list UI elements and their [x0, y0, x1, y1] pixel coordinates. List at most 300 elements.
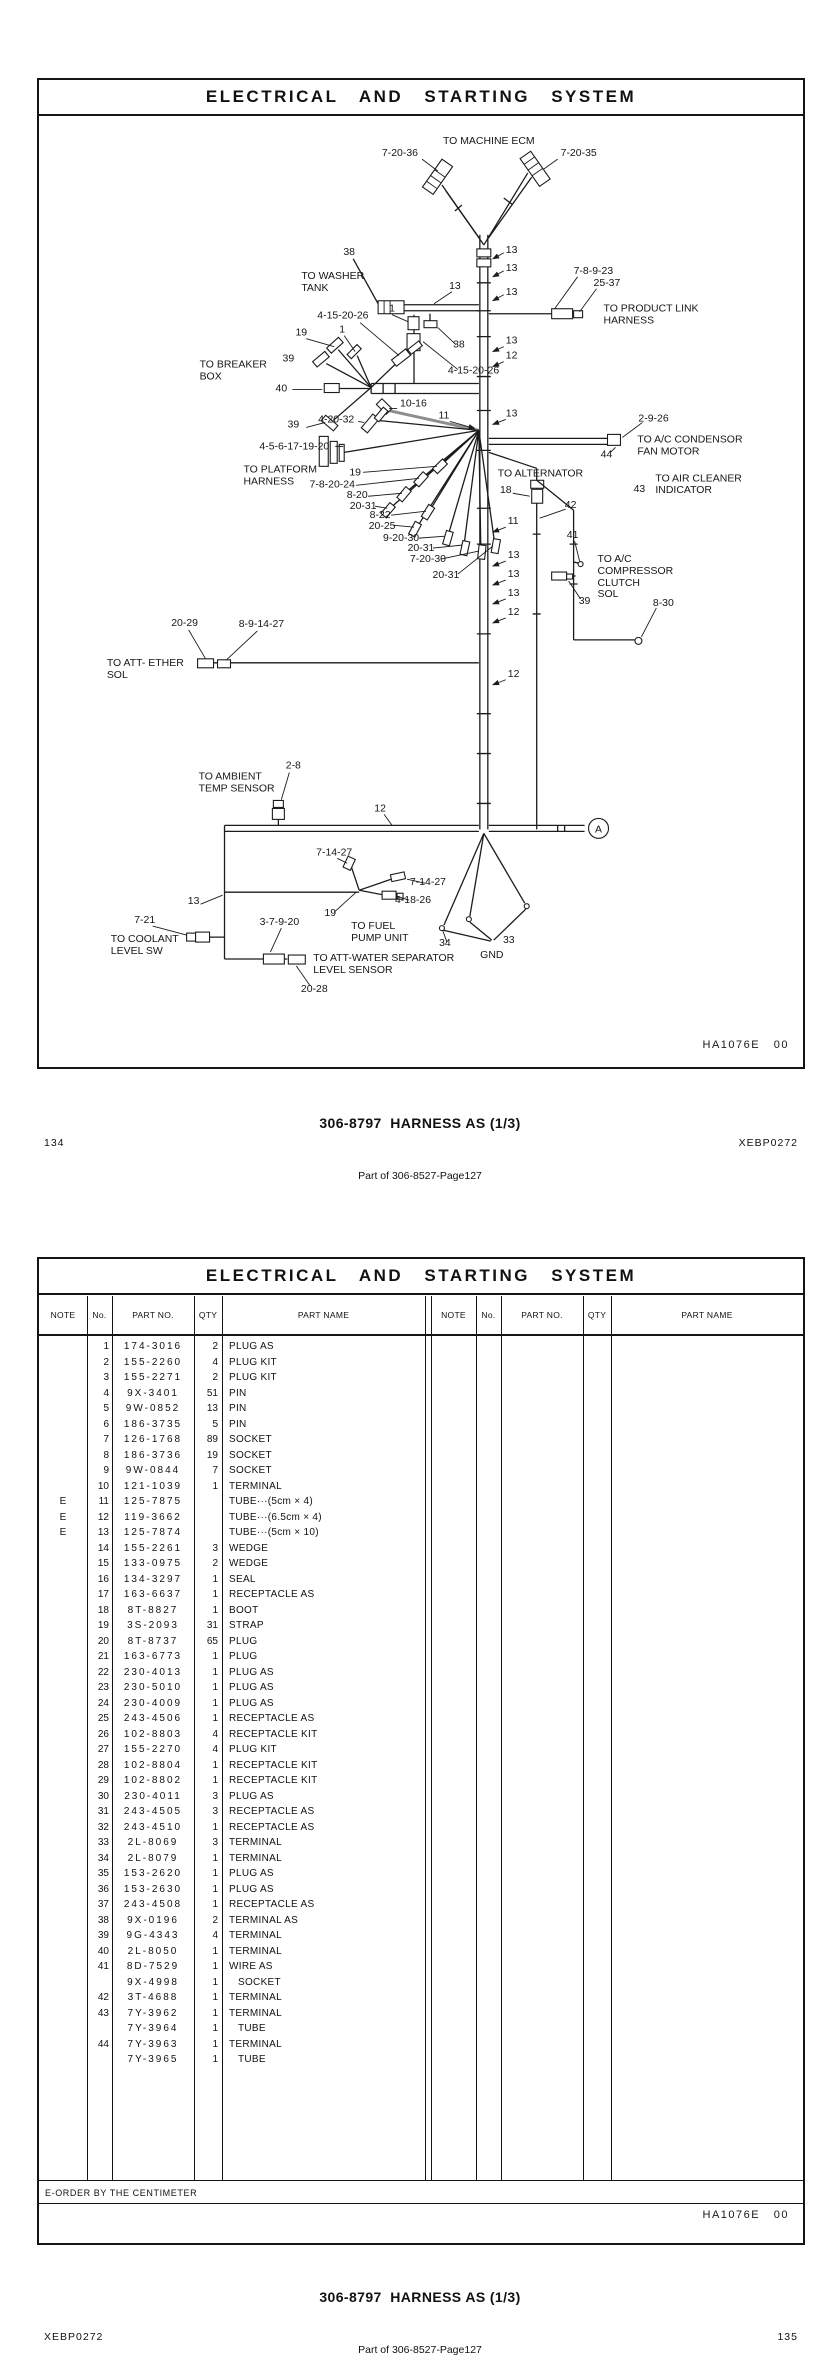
diagram-label: LEVEL SW [110, 946, 163, 958]
cell-no [87, 2021, 112, 2037]
table-row [39, 1928, 803, 1944]
cell-part: 243-4508 [123, 1899, 183, 1910]
cell-part: 186-3735 [123, 1418, 183, 1430]
cell-name: TUBE···(5cm × 10) [229, 1527, 319, 1538]
table-row [39, 1975, 803, 1991]
diagram-label: SOL [597, 588, 619, 600]
cell-note [39, 1355, 87, 1371]
diagram-label: 3-7-9-20 [259, 917, 300, 929]
cell-part: 7Y-3962 [127, 2007, 179, 2019]
cell-qty: 65 [206, 1635, 218, 1647]
diagram-label: 8-9-14-27 [238, 618, 285, 630]
diagram-label: TO BREAKER [199, 359, 267, 371]
cell-name: WEDGE [229, 1542, 269, 1554]
cell-name: TUBE···(6.5cm × 4) [229, 1511, 322, 1523]
table-row [39, 1959, 803, 1975]
cell-part: 153-2630 [123, 1883, 183, 1895]
cell-name: WIRE AS [229, 1961, 273, 1972]
cell-note [39, 1742, 87, 1758]
table-row [39, 1820, 803, 1836]
cell-part: 230-4013 [123, 1666, 183, 1678]
cell-note: E [59, 1527, 67, 1538]
cell-qty: 1 [212, 1713, 218, 1724]
table-row [39, 1990, 803, 2006]
cell-part: 2L-8079 [127, 1852, 179, 1864]
diagram-label: 10-16 [400, 398, 427, 410]
cell-name: TUBE [238, 2023, 266, 2034]
cell-note [39, 1401, 87, 1417]
cell-no: 44 [97, 2038, 109, 2050]
cell-qty: 1 [212, 1682, 218, 1693]
cell-qty: 1 [212, 2007, 218, 2019]
cell-name: RECEPTACLE AS [229, 1713, 315, 1724]
cell-no: 12 [97, 1511, 109, 1523]
table-row [39, 1851, 803, 1867]
diagram-label: 13 [505, 262, 518, 274]
table-row [39, 1680, 803, 1696]
cell-part: 7Y-3965 [127, 2054, 179, 2065]
cell-note [39, 1789, 87, 1805]
cell-qty: 1 [212, 1852, 218, 1864]
cell-no: 29 [97, 1775, 109, 1786]
cell-note [39, 1990, 87, 2006]
cell-no: 1 [103, 1341, 109, 1352]
caption-title: 306-8797 HARNESS AS (1/3) [319, 2289, 521, 2305]
cell-qty: 2 [212, 1558, 218, 1569]
col-header-qty-2: QTY [587, 1310, 607, 1320]
diagram-label: INDICATOR [655, 485, 713, 497]
header-rule [39, 1334, 803, 1336]
cell-qty: 5 [212, 1418, 218, 1430]
cell-name: SOCKET [238, 1976, 281, 1988]
cell-qty: 1 [212, 1868, 218, 1879]
cell-qty: 1 [212, 1697, 218, 1709]
cell-no: 33 [97, 1837, 109, 1848]
table-row [39, 1835, 803, 1851]
cell-note [39, 1587, 87, 1603]
table-row [39, 1944, 803, 1960]
cell-no: 21 [97, 1651, 109, 1662]
diagram-label: 12 [507, 668, 520, 680]
cell-qty: 19 [206, 1449, 218, 1461]
table-row [39, 1696, 803, 1712]
cell-note [39, 1913, 87, 1929]
drawing-reference: HA1076E 00 [702, 2209, 789, 2221]
table-row [39, 1773, 803, 1789]
col-header-no: No. [92, 1310, 107, 1320]
cell-note [39, 1386, 87, 1402]
cell-name: TERMINAL [229, 1930, 282, 1941]
cell-part: 126-1768 [123, 1434, 183, 1445]
diagram-label: 1 [389, 303, 395, 315]
cell-name: PLUG AS [229, 1790, 274, 1802]
cell-note [39, 1696, 87, 1712]
page-number: 135 [777, 2331, 798, 2343]
diagram-label: 9-20-30 [383, 533, 420, 545]
cell-part: 8D-7529 [126, 1961, 180, 1972]
cell-no: 27 [97, 1744, 109, 1755]
caption-subtitle: Part of 306-8527-Page127 [358, 2344, 482, 2356]
cell-part: 134-3297 [123, 1573, 183, 1585]
cell-name: SOCKET [229, 1465, 272, 1476]
diagram-label: 13 [507, 569, 520, 581]
cell-part: 230-4011 [124, 1790, 182, 1802]
cell-name: PLUG KIT [229, 1356, 277, 1368]
col-header-qty: QTY [198, 1310, 218, 1320]
cell-part: 133-0975 [123, 1558, 183, 1569]
cell-name: TERMINAL [229, 1837, 282, 1848]
cell-part: 9W-0844 [125, 1465, 181, 1476]
cell-note [39, 1432, 87, 1448]
cell-no: 30 [97, 1790, 109, 1802]
cell-note [39, 2021, 87, 2037]
cell-part: 230-4009 [123, 1697, 183, 1709]
diagram-label: 19 [295, 327, 308, 339]
diagram-label: 11 [507, 516, 519, 528]
cell-no: 16 [97, 1573, 109, 1585]
cell-no: 25 [97, 1713, 109, 1724]
page-number: 134 [44, 1137, 65, 1149]
cell-qty: 1 [212, 2054, 218, 2065]
cell-no: 19 [97, 1620, 109, 1631]
cell-name: RECEPTACLE KIT [229, 1728, 318, 1740]
diagram-label: 1 [339, 324, 346, 336]
table-row [39, 1386, 803, 1402]
cell-qty: 1 [212, 1759, 218, 1771]
diagram-label: 39 [287, 419, 300, 431]
col-header-part-no: PART NO. [132, 1310, 174, 1320]
cell-note [39, 1773, 87, 1789]
cell-part: 7Y-3964 [127, 2023, 179, 2034]
cell-part: 121-1039 [123, 1480, 183, 1492]
cell-name: PLUG [229, 1635, 258, 1647]
cell-qty: 13 [206, 1403, 218, 1414]
cell-part: 9X-3401 [127, 1387, 179, 1399]
diagram-label: 13 [507, 550, 520, 562]
table-row [39, 2006, 803, 2022]
harness-diagram [39, 114, 803, 1065]
cell-name: RECEPTACLE AS [229, 1806, 315, 1817]
cell-name: TERMINAL [229, 1992, 282, 2003]
cell-qty: 1 [212, 1976, 218, 1988]
cell-part: 125-7874 [123, 1527, 183, 1538]
table-row [39, 1897, 803, 1913]
table-row [39, 1510, 803, 1526]
cell-part: 102-8804 [123, 1759, 183, 1771]
diagram-label: 20-25 [368, 521, 396, 533]
diagram-label: 12 [374, 803, 386, 815]
cell-no: 14 [97, 1542, 109, 1554]
cell-name: PLUG AS [229, 1341, 274, 1352]
diagram-page-frame [37, 78, 805, 1069]
parts-table-page-frame [37, 1257, 805, 2245]
cell-name: RECEPTACLE AS [229, 1589, 315, 1600]
cell-no: 20 [97, 1635, 109, 1647]
cell-no: 32 [97, 1821, 109, 1833]
diagram-label: CLUTCH [597, 578, 641, 590]
table-row [39, 1339, 803, 1355]
diagram-label: 20-28 [300, 983, 328, 995]
doc-code: XEBP0272 [44, 2331, 104, 2343]
cell-no: 10 [97, 1480, 109, 1492]
table-row [39, 1603, 803, 1619]
cell-note [39, 1572, 87, 1588]
cell-name: PLUG AS [229, 1666, 274, 1678]
cell-note: E [59, 1511, 67, 1523]
diagram-label: 8-22 [369, 510, 391, 522]
cell-no: 43 [97, 2007, 109, 2019]
cell-no [87, 2052, 112, 2068]
cell-name: STRAP [229, 1620, 264, 1631]
col-header-part-name: PART NAME [297, 1310, 350, 1320]
cell-note [39, 2052, 87, 2068]
cell-part: 119-3662 [124, 1511, 182, 1523]
diagram-label: 13 [187, 896, 200, 908]
cell-no: 4 [103, 1387, 109, 1399]
cell-qty: 1 [212, 1480, 218, 1492]
table-row [39, 1758, 803, 1774]
cell-name: SOCKET [229, 1434, 272, 1445]
diagram-label: 25-37 [593, 277, 621, 289]
cell-qty: 3 [212, 1790, 218, 1802]
table-row [39, 1882, 803, 1898]
cell-note [39, 1944, 87, 1960]
cell-qty: 1 [212, 1821, 218, 1833]
cell-no: 9 [103, 1465, 109, 1476]
table-row [39, 1463, 803, 1479]
cell-part: 163-6637 [123, 1589, 183, 1600]
cell-note [39, 1882, 87, 1898]
cell-qty: 3 [212, 1542, 218, 1554]
caption-title: 306-8797 HARNESS AS (1/3) [319, 1115, 521, 1131]
cell-qty: 4 [212, 1356, 218, 1368]
cell-name: PLUG [229, 1651, 258, 1662]
table-row [39, 1804, 803, 1820]
diagram-label: A [595, 824, 603, 836]
cell-name: TERMINAL [229, 1480, 282, 1492]
cell-no: 18 [97, 1604, 109, 1616]
cell-name: TERMINAL [229, 1945, 282, 1957]
cell-note [39, 1339, 87, 1355]
cell-no: 15 [97, 1558, 109, 1569]
cell-name: TERMINAL [229, 2007, 282, 2019]
table-row [39, 1401, 803, 1417]
diagram-label: 44 [600, 449, 613, 461]
cell-no: 28 [97, 1759, 109, 1771]
cell-no: 37 [97, 1899, 109, 1910]
cell-qty: 1 [212, 2023, 218, 2034]
cell-part: 3T-4688 [127, 1992, 179, 2003]
diagram-label: HARNESS [243, 476, 295, 488]
diagram-label: 20-31 [407, 543, 435, 555]
cell-name: PLUG AS [229, 1682, 274, 1693]
cell-name: TUBE···(5cm × 4) [229, 1496, 313, 1507]
cell-qty: 2 [212, 1914, 218, 1926]
cell-note [39, 1618, 87, 1634]
cell-part: 2L-8069 [127, 1837, 179, 1848]
cell-note [39, 1835, 87, 1851]
diagram-label: 18 [499, 485, 512, 497]
diagram-label: 7-20-36 [381, 148, 419, 160]
cell-part: 243-4505 [123, 1806, 183, 1817]
cell-no: 23 [97, 1682, 109, 1693]
cell-qty: 4 [212, 1744, 218, 1755]
cell-part: 174-3016 [123, 1341, 183, 1352]
order-note: E-ORDER BY THE CENTIMETER [39, 2180, 803, 2204]
diagram-label: SOL [106, 669, 128, 681]
diagram-label: TO MACHINE ECM [442, 136, 535, 148]
diagram-label: 20-31 [432, 570, 460, 582]
cell-qty [194, 1525, 222, 1541]
diagram-label: 4-15-20-26 [447, 365, 500, 377]
cell-name: TERMINAL [229, 2038, 282, 2050]
table-row [39, 1665, 803, 1681]
cell-part: 3S-2093 [127, 1620, 179, 1631]
table-row [39, 1541, 803, 1557]
caption-subtitle: Part of 306-8527-Page127 [358, 1170, 482, 1182]
cell-name: PIN [229, 1418, 247, 1430]
table-row [39, 1556, 803, 1572]
cell-name: PLUG AS [229, 1868, 274, 1879]
cell-part: 9X-4998 [127, 1976, 179, 1988]
cell-part: 186-3736 [123, 1449, 183, 1461]
diagram-label: 33 [502, 935, 515, 947]
table-row [39, 1417, 803, 1433]
cell-name: PLUG AS [229, 1883, 274, 1895]
cell-note [39, 1680, 87, 1696]
diagram-label: 13 [507, 587, 520, 599]
cell-no: 39 [97, 1930, 109, 1941]
cell-note [39, 1665, 87, 1681]
cell-note [39, 1975, 87, 1991]
cell-name: PLUG AS [229, 1697, 274, 1709]
col-header-no-2: No. [481, 1310, 496, 1320]
diagram-label: 20-31 [349, 501, 377, 513]
cell-name: RECEPTACLE AS [229, 1899, 315, 1910]
cell-no: 7 [103, 1434, 109, 1445]
diagram-label: 7-14-27 [409, 877, 447, 889]
cell-qty: 1 [212, 2038, 218, 2050]
table-row [39, 2021, 803, 2037]
cell-no: 40 [97, 1945, 109, 1957]
diagram-label: 2-8 [285, 760, 301, 772]
cell-note [39, 1541, 87, 1557]
table-row [39, 1355, 803, 1371]
cell-qty: 1 [212, 1573, 218, 1585]
diagram-label: TANK [301, 282, 329, 294]
diagram-label: 34 [439, 938, 451, 950]
diagram-label: TO PRODUCT LINK [603, 303, 699, 315]
diagram-label: 11 [438, 410, 450, 422]
cell-note [39, 1866, 87, 1882]
diagram-label: TO AMBIENT [198, 771, 262, 783]
col-header-part-no-2: PART NO. [521, 1310, 563, 1320]
cell-qty: 7 [212, 1465, 218, 1476]
cell-name: RECEPTACLE AS [229, 1821, 315, 1833]
cell-name: RECEPTACLE KIT [229, 1775, 318, 1786]
diagram-label: TEMP SENSOR [198, 783, 275, 795]
diagram-label: GND [480, 950, 504, 962]
cell-qty: 1 [212, 1589, 218, 1600]
cell-note [39, 1370, 87, 1386]
diagram-label: 12 [507, 606, 520, 618]
diagram-label: TO PLATFORM [243, 464, 317, 476]
col-header-note-2: NOTE [441, 1310, 466, 1320]
cell-qty [194, 1510, 222, 1526]
diagram-label: PUMP UNIT [351, 933, 409, 945]
cell-no: 2 [103, 1356, 109, 1368]
diagram-label: 8-30 [652, 597, 674, 609]
col-header-note: NOTE [50, 1310, 76, 1320]
cell-note [39, 1417, 87, 1433]
cell-no: 13 [97, 1527, 109, 1538]
cell-note [39, 2006, 87, 2022]
diagram-label: 42 [564, 500, 577, 512]
cell-note [39, 1649, 87, 1665]
cell-qty: 1 [212, 1666, 218, 1678]
cell-no: 26 [97, 1728, 109, 1740]
cell-no [87, 1975, 112, 1991]
cell-part: 230-5010 [123, 1682, 183, 1693]
cell-qty: 2 [212, 1341, 218, 1352]
diagram-label: 38 [453, 339, 465, 351]
cell-part: 155-2260 [123, 1356, 183, 1368]
cell-no: 38 [97, 1914, 109, 1926]
diagram-label: 4-18-26 [394, 895, 432, 907]
cell-part: 102-8802 [123, 1775, 183, 1786]
diagram-label: TO A/C CONDENSOR [637, 434, 743, 446]
cell-part: 2L-8050 [127, 1945, 179, 1957]
cell-no: 11 [98, 1496, 109, 1507]
cell-part: 102-8803 [123, 1728, 183, 1740]
diagram-label: 7-8-9-23 [573, 265, 614, 277]
cell-note [39, 1851, 87, 1867]
cell-note [39, 1634, 87, 1650]
cell-no: 24 [97, 1697, 109, 1709]
table-row [39, 1789, 803, 1805]
cell-no: 6 [103, 1418, 109, 1430]
diagram-label: 39 [578, 595, 591, 607]
cell-name: SOCKET [229, 1449, 272, 1461]
cell-no: 31 [97, 1806, 109, 1817]
cell-note [39, 1463, 87, 1479]
diagram-label: LEVEL SENSOR [313, 964, 393, 976]
cell-no: 36 [97, 1883, 109, 1895]
cell-part: 125-7875 [123, 1496, 183, 1507]
parts-table-body [39, 1339, 803, 2068]
cell-part: 8T-8737 [127, 1635, 179, 1647]
cell-qty: 1 [212, 1651, 218, 1662]
cell-note [39, 1959, 87, 1975]
cell-name: TERMINAL AS [229, 1914, 299, 1926]
diagram-label: BOX [199, 371, 222, 383]
cell-name: PIN [229, 1403, 247, 1414]
cell-part: 9G-4343 [126, 1930, 180, 1941]
cell-no: 17 [97, 1589, 109, 1600]
table-row [39, 1479, 803, 1495]
cell-part: 7Y-3963 [127, 2038, 179, 2050]
table-row [39, 1742, 803, 1758]
diagram-label: TO ATT- ETHER [106, 657, 184, 669]
diagram-label: 8-20 [346, 490, 368, 502]
diagram-label: TO COOLANT [110, 934, 179, 946]
doc-code: XEBP0272 [738, 1137, 798, 1149]
table-row [39, 1370, 803, 1386]
table-row [39, 1649, 803, 1665]
diagram-label: 39 [282, 353, 295, 365]
table-row [39, 1711, 803, 1727]
cell-qty: 4 [212, 1728, 218, 1740]
